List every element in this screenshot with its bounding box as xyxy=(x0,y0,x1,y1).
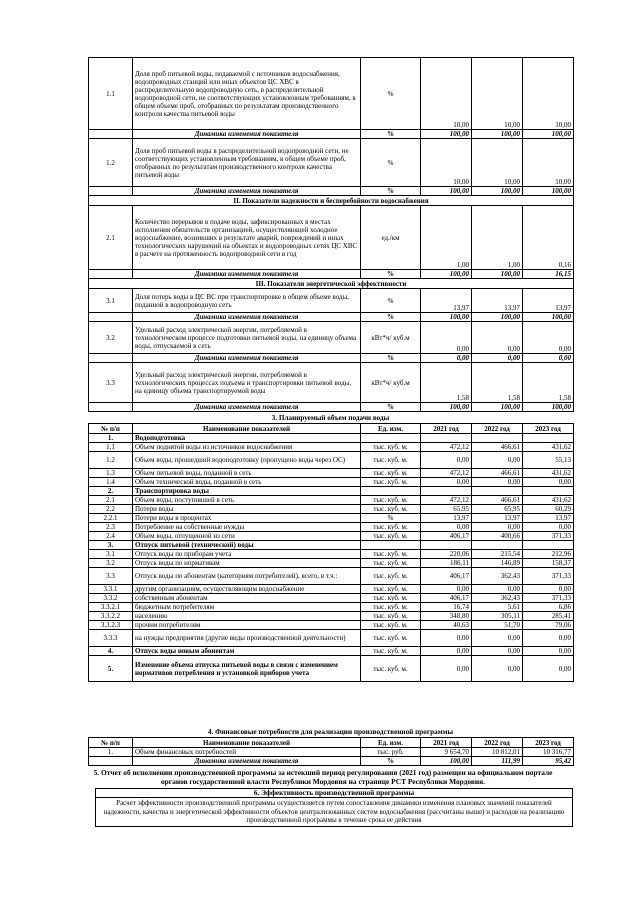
table-row xyxy=(89,478,574,487)
row-name: Отпуск воды по нормативам xyxy=(133,559,361,568)
row-value-2021: 100,00 xyxy=(421,270,472,279)
row-value-2023: 0,00 xyxy=(523,523,574,532)
row-value-2022: 305,11 xyxy=(472,612,523,621)
row-number xyxy=(89,403,133,412)
row-value-2022: 146,89 xyxy=(472,559,523,568)
row-value-2023: 55,13 xyxy=(523,452,574,469)
row-value-2022: 13,97 xyxy=(472,289,523,313)
table-row xyxy=(89,612,574,621)
row-number: 1.1 xyxy=(89,58,133,130)
dynamics-row xyxy=(89,354,574,363)
row-value-2021: 0,00 xyxy=(421,647,472,656)
row-number: 3.1 xyxy=(89,289,133,313)
row-number: 3.3.3 xyxy=(89,630,133,647)
row-value-2022: 0,00 xyxy=(472,452,523,469)
row-number: 1. xyxy=(89,434,133,443)
row-unit: % xyxy=(361,354,421,363)
column-header: 2022 год xyxy=(472,738,523,748)
table-row xyxy=(89,289,574,313)
table-row xyxy=(89,656,574,682)
row-value-2021: 472,12 xyxy=(421,443,472,452)
column-header: Ед. изм. xyxy=(361,738,421,748)
row-value-2022: 0,00 xyxy=(472,322,523,354)
row-unit: % xyxy=(361,58,421,130)
row-value-2023: 95,42 xyxy=(523,757,574,766)
row-name: Транспортировка воды xyxy=(133,487,361,496)
section-row xyxy=(89,196,574,206)
row-value-2023 xyxy=(523,434,574,443)
row-unit: тыс. куб. м. xyxy=(361,452,421,469)
table-row xyxy=(89,585,574,594)
row-unit: тыс. куб. м. xyxy=(361,559,421,568)
efficiency-title: 6. Эффективность производственной программы xyxy=(95,788,573,797)
row-number xyxy=(89,313,133,322)
row-value-2022 xyxy=(472,487,523,496)
row-name: прочим потребителям xyxy=(133,621,361,630)
row-value-2022: 5,61 xyxy=(472,603,523,612)
row-unit: тыс. куб. м. xyxy=(361,612,421,621)
row-unit: тыс. куб. м. xyxy=(361,443,421,452)
table-row xyxy=(89,322,574,354)
row-number: 2.4 xyxy=(89,532,133,541)
table-row xyxy=(89,443,574,452)
row-value-2023: 6,86 xyxy=(523,603,574,612)
row-unit: тыс. куб. м. xyxy=(361,550,421,559)
row-unit: % xyxy=(361,187,421,196)
row-number: 1.2 xyxy=(89,139,133,187)
dynamics-row xyxy=(89,403,574,412)
row-number: 2.3 xyxy=(89,523,133,532)
row-unit: % xyxy=(361,289,421,313)
row-value-2023 xyxy=(523,487,574,496)
row-number xyxy=(89,354,133,363)
row-name: Динамика изменения показателя xyxy=(133,313,361,322)
row-number: 1.1 xyxy=(89,443,133,452)
indicators-table xyxy=(88,57,574,412)
row-unit xyxy=(361,541,421,550)
row-value-2021 xyxy=(421,487,472,496)
row-value-2023: 0,00 xyxy=(523,478,574,487)
row-value-2023: 60,29 xyxy=(523,505,574,514)
dynamics-row xyxy=(89,187,574,196)
row-value-2023: 10 316,77 xyxy=(523,748,574,757)
row-number: 3.3.1 xyxy=(89,585,133,594)
row-value-2023: 100,00 xyxy=(523,313,574,322)
row-value-2021: 472,12 xyxy=(421,496,472,505)
row-unit: тыс. куб. м. xyxy=(361,656,421,682)
dynamics-row xyxy=(89,130,574,139)
report-note: 5. Отчет об исполнении производственной программы за истекший период регулирования (2021 год) размещен на официальном портале органов государственной власти Республики Мордовия на странице РСТ Республики Мордовия. xyxy=(93,768,553,786)
row-number: 3.3.2.2 xyxy=(89,612,133,621)
table-row xyxy=(89,206,574,270)
row-unit: тыс. куб. м. xyxy=(361,594,421,603)
row-value-2022: 100,00 xyxy=(472,130,523,139)
row-value-2021: 9 654,70 xyxy=(421,748,472,757)
row-name: на нужды предприятия (другие виды производственной деятельности) xyxy=(133,630,361,647)
row-name: Водоподготовка xyxy=(133,434,361,443)
row-value-2022: 0,00 xyxy=(472,630,523,647)
row-name: собственным абонентам xyxy=(133,594,361,603)
table-row xyxy=(89,505,574,514)
row-value-2022: 215,54 xyxy=(472,550,523,559)
row-name: Динамика изменения показателя xyxy=(133,403,361,412)
row-unit: тыс. куб. м. xyxy=(361,496,421,505)
volume-table xyxy=(88,423,574,682)
row-value-2021: 348,80 xyxy=(421,612,472,621)
row-unit: тыс. куб. м. xyxy=(361,478,421,487)
table-row xyxy=(89,514,574,523)
row-value-2022: 466,61 xyxy=(472,496,523,505)
row-value-2023: 0,00 xyxy=(523,322,574,354)
row-value-2021: 100,00 xyxy=(421,403,472,412)
row-value-2023: 100,00 xyxy=(523,130,574,139)
row-number: 1.2 xyxy=(89,452,133,469)
row-unit: % xyxy=(361,514,421,523)
row-value-2022: 10,00 xyxy=(472,139,523,187)
row-value-2022: 13,97 xyxy=(472,514,523,523)
column-header: 2021 год xyxy=(421,738,472,748)
row-name: Удельный расход электрической энергии, потребляемой в технологическом процессе подготовки питьевой воды, на единицу объема воды, отпускаемой в сеть xyxy=(133,322,361,354)
row-name: Динамика изменения показателя xyxy=(133,354,361,363)
row-value-2021: 0,00 xyxy=(421,354,472,363)
row-name: Потери воды в процентах xyxy=(133,514,361,523)
row-value-2022: 100,00 xyxy=(472,187,523,196)
row-value-2022: 100,00 xyxy=(472,313,523,322)
row-value-2023: 100,00 xyxy=(523,403,574,412)
row-name: Объем воды, поступившей в сеть xyxy=(133,496,361,505)
row-name: Объем поднятой воды из источников водоснабжения xyxy=(133,443,361,452)
column-header: № п/п xyxy=(89,738,133,748)
row-name: Отпуск воды по приборам учета xyxy=(133,550,361,559)
row-unit xyxy=(361,487,421,496)
row-value-2021: 406,17 xyxy=(421,594,472,603)
row-unit: % xyxy=(361,757,421,766)
row-value-2022: 10 812,01 xyxy=(472,748,523,757)
row-name: Доля проб питьевой воды в распределительной водопроводной сети, не соответствующих установленным требованиям, в общем объеме проб, отобранных по результатам производственного контроля качества питьевой воды xyxy=(133,139,361,187)
row-value-2021: 13,97 xyxy=(421,514,472,523)
row-number: 3.2 xyxy=(89,559,133,568)
row-value-2023: 16,15 xyxy=(523,270,574,279)
table-row xyxy=(89,603,574,612)
row-number: 3.1 xyxy=(89,550,133,559)
row-value-2022: 362,43 xyxy=(472,568,523,585)
row-unit: тыс. куб. м. xyxy=(361,568,421,585)
row-value-2021 xyxy=(421,541,472,550)
row-value-2023: 0,00 xyxy=(523,647,574,656)
column-header: 2022 год xyxy=(472,424,523,434)
column-header: № п/п xyxy=(89,424,133,434)
row-value-2023: 1,58 xyxy=(523,363,574,403)
row-number: 3. xyxy=(89,541,133,550)
row-value-2021: 100,00 xyxy=(421,757,472,766)
row-unit: тыс. куб. м. xyxy=(361,621,421,630)
row-name: Отпуск воды по абонентам (категориям потребителей), всего, в т.ч.: xyxy=(133,568,361,585)
row-value-2023 xyxy=(523,541,574,550)
row-unit: тыс. куб. м. xyxy=(361,603,421,612)
row-value-2023: 0,00 xyxy=(523,354,574,363)
row-number xyxy=(89,270,133,279)
row-value-2023: 431,62 xyxy=(523,496,574,505)
row-name: Потребление на собственные нужды xyxy=(133,523,361,532)
row-value-2022: 100,00 xyxy=(472,270,523,279)
row-number: 3.3 xyxy=(89,363,133,403)
row-name: Удельный расход электрической энергии, потребляемой в технологических процессах подъема и транспортировки питьевой воды, на единицу объема транспортируемой воды xyxy=(133,363,361,403)
table-row xyxy=(89,363,574,403)
table-row xyxy=(89,139,574,187)
row-value-2021: 0,00 xyxy=(421,322,472,354)
table-row xyxy=(89,487,574,496)
row-number: 3.2 xyxy=(89,322,133,354)
column-header: Наименование показателей xyxy=(133,738,361,748)
table-row xyxy=(89,58,574,130)
row-number: 3.3.2 xyxy=(89,594,133,603)
header-row xyxy=(89,424,574,434)
row-unit: кВт*ч/ куб.м xyxy=(361,322,421,354)
row-value-2022 xyxy=(472,541,523,550)
row-value-2023: 0,00 xyxy=(523,630,574,647)
row-value-2023: 431,62 xyxy=(523,443,574,452)
row-value-2023: 158,37 xyxy=(523,559,574,568)
row-value-2023: 0,00 xyxy=(523,656,574,682)
row-unit: тыс. руб. xyxy=(361,748,421,757)
row-value-2021: 0,00 xyxy=(421,523,472,532)
row-name: Динамика изменения показателя xyxy=(133,270,361,279)
row-value-2022: 51,70 xyxy=(472,621,523,630)
row-value-2021: 40,63 xyxy=(421,621,472,630)
row-unit: тыс. куб. м. xyxy=(361,647,421,656)
table-row xyxy=(89,621,574,630)
row-name: Объем воды, отпущенной из сети xyxy=(133,532,361,541)
table-row xyxy=(89,748,574,757)
row-value-2022: 1,58 xyxy=(472,363,523,403)
efficiency-text: Расчет эффективности производственной программы осуществляется путем сопоставления динамики изменения плановых значений показателей надежности, качества и энергетической эффективности объектов централизованных систем водоснабжения (рассчитаны выше) и расходов на реализацию производственной программы в течение срока ее действия xyxy=(95,797,573,827)
row-unit: тыс. куб. м. xyxy=(361,585,421,594)
row-name: Доля проб питьевой воды, подаваемой с источников водоснабжения, водопроводных станций или иных объектов ЦС ХВС в распределительную водопроводную сеть, в распределительной водопроводной сети, не соответствующих установленным требованиям, в общем объеме проб, отобранных по результатам производственного контроля качества питьевой воды xyxy=(133,58,361,130)
row-value-2021: 406,17 xyxy=(421,568,472,585)
row-value-2023: 212,96 xyxy=(523,550,574,559)
column-header: Наименование показателей xyxy=(133,424,361,434)
row-value-2023: 100,00 xyxy=(523,187,574,196)
row-unit: тыс. куб. м. xyxy=(361,505,421,514)
row-unit: ед./км xyxy=(361,206,421,270)
row-number: 2.1 xyxy=(89,206,133,270)
row-value-2022: 100,00 xyxy=(472,403,523,412)
row-name: Потери воды xyxy=(133,505,361,514)
row-value-2021: 0,00 xyxy=(421,630,472,647)
row-value-2023: 371,33 xyxy=(523,568,574,585)
row-value-2022: 111,99 xyxy=(472,757,523,766)
row-value-2021: 1,58 xyxy=(421,363,472,403)
dynamics-row xyxy=(89,270,574,279)
row-number: 2.1 xyxy=(89,496,133,505)
column-header: 2023 год xyxy=(523,738,574,748)
row-value-2021: 0,00 xyxy=(421,585,472,594)
row-unit: % xyxy=(361,403,421,412)
row-value-2023: 371,33 xyxy=(523,594,574,603)
row-value-2021: 100,00 xyxy=(421,130,472,139)
row-value-2023: 431,62 xyxy=(523,469,574,478)
volume-title: 3. Планируемый объем подачи воды xyxy=(271,414,390,422)
row-unit: тыс. куб. м. xyxy=(361,523,421,532)
row-value-2021: 406,17 xyxy=(421,532,472,541)
row-value-2021: 65,95 xyxy=(421,505,472,514)
row-number xyxy=(89,757,133,766)
table-row xyxy=(89,550,574,559)
row-value-2021: 186,11 xyxy=(421,559,472,568)
row-value-2023: 0,16 xyxy=(523,206,574,270)
row-name: Объем питьевой воды, поданной в сеть xyxy=(133,469,361,478)
row-value-2022: 0,00 xyxy=(472,656,523,682)
row-value-2021: 10,00 xyxy=(421,139,472,187)
table-row xyxy=(89,532,574,541)
row-unit: % xyxy=(361,139,421,187)
row-unit: кВт*ч/ куб.м xyxy=(361,363,421,403)
row-value-2022: 362,43 xyxy=(472,594,523,603)
row-number xyxy=(89,187,133,196)
row-value-2022: 466,61 xyxy=(472,443,523,452)
row-value-2023: 13,97 xyxy=(523,514,574,523)
row-name: другим организациям, осуществляющим водоснабжение xyxy=(133,585,361,594)
table-row xyxy=(89,541,574,550)
table-row xyxy=(89,523,574,532)
row-name: населению xyxy=(133,612,361,621)
row-name: Отпуск питьевой (технической) воды xyxy=(133,541,361,550)
finance-title: 4. Финансовые потребности для реализации производственной программы xyxy=(207,728,454,736)
dynamics-row xyxy=(89,757,574,766)
row-value-2023: 79,06 xyxy=(523,621,574,630)
row-value-2022: 400,66 xyxy=(472,532,523,541)
row-name: Объем воды, прошедший водоподготовку (пропущено воды через ОС) xyxy=(133,452,361,469)
row-value-2021: 10,00 xyxy=(421,58,472,130)
row-value-2023: 371,33 xyxy=(523,532,574,541)
row-number: 2.2.1 xyxy=(89,514,133,523)
row-number: 4. xyxy=(89,647,133,656)
row-number: 1.3 xyxy=(89,469,133,478)
row-value-2023: 10,00 xyxy=(523,58,574,130)
row-name: Объем технической воды, поданной в сеть xyxy=(133,478,361,487)
row-value-2022: 0,00 xyxy=(472,523,523,532)
row-value-2021: 472,12 xyxy=(421,469,472,478)
row-number xyxy=(89,130,133,139)
row-value-2021: 13,97 xyxy=(421,289,472,313)
row-name: Динамика изменения показателя xyxy=(133,757,361,766)
section-title: III. Показатели энергетической эффективности xyxy=(89,279,574,289)
row-value-2021: 100,00 xyxy=(421,187,472,196)
row-number: 1. xyxy=(89,748,133,757)
row-number: 3.3.2.1 xyxy=(89,603,133,612)
row-unit: % xyxy=(361,130,421,139)
table-row xyxy=(89,568,574,585)
column-header: 2021 год xyxy=(421,424,472,434)
row-number: 5. xyxy=(89,656,133,682)
row-value-2021: 220,06 xyxy=(421,550,472,559)
table-row xyxy=(89,559,574,568)
row-name: Объем финансовых потребностей xyxy=(133,748,361,757)
row-name: Отпуск воды новым абонентам xyxy=(133,647,361,656)
row-name: Изменение объема отпуска питьевой воды в связи с изменением нормативов потребления и установкой приборов учета xyxy=(133,656,361,682)
row-number: 1.4 xyxy=(89,478,133,487)
table-row xyxy=(89,496,574,505)
column-header: 2023 год xyxy=(523,424,574,434)
row-value-2023: 285,41 xyxy=(523,612,574,621)
row-value-2022 xyxy=(472,434,523,443)
row-unit: % xyxy=(361,270,421,279)
row-value-2021: 0,00 xyxy=(421,452,472,469)
row-number: 2. xyxy=(89,487,133,496)
row-name: Динамика изменения показателя xyxy=(133,187,361,196)
row-value-2022: 1,00 xyxy=(472,206,523,270)
row-value-2022: 466,61 xyxy=(472,469,523,478)
row-unit: тыс. куб. м. xyxy=(361,469,421,478)
header-row xyxy=(89,738,574,748)
row-value-2022: 0,00 xyxy=(472,647,523,656)
row-number: 3.3 xyxy=(89,568,133,585)
row-unit: тыс. куб. м. xyxy=(361,532,421,541)
row-value-2021: 0,00 xyxy=(421,656,472,682)
dynamics-row xyxy=(89,313,574,322)
table-row xyxy=(89,594,574,603)
row-unit xyxy=(361,434,421,443)
table-row xyxy=(89,452,574,469)
row-value-2021 xyxy=(421,434,472,443)
row-unit: % xyxy=(361,313,421,322)
table-row xyxy=(89,630,574,647)
finance-table xyxy=(88,737,574,766)
section-title: II. Показатели надежности и бесперебойности водоснабжения xyxy=(89,196,574,206)
row-value-2023: 10,00 xyxy=(523,139,574,187)
row-value-2022: 0,00 xyxy=(472,354,523,363)
section-row xyxy=(89,279,574,289)
row-value-2021: 0,00 xyxy=(421,478,472,487)
row-value-2023: 0,00 xyxy=(523,585,574,594)
row-value-2021: 1,00 xyxy=(421,206,472,270)
row-value-2022: 0,00 xyxy=(472,585,523,594)
row-value-2022: 10,00 xyxy=(472,58,523,130)
row-name: бюджетным потребителям xyxy=(133,603,361,612)
row-value-2021: 16,74 xyxy=(421,603,472,612)
table-row xyxy=(89,469,574,478)
row-value-2022: 65,95 xyxy=(472,505,523,514)
column-header: Ед. изм. xyxy=(361,424,421,434)
row-name: Динамика изменения показателя xyxy=(133,130,361,139)
row-value-2021: 100,00 xyxy=(421,313,472,322)
table-row xyxy=(89,647,574,656)
row-number: 3.3.2.3 xyxy=(89,621,133,630)
row-value-2023: 13,97 xyxy=(523,289,574,313)
row-name: Доля потерь воды в ЦС ВС при транспортировке в общем объеме воды, поданной в водопроводную сеть xyxy=(133,289,361,313)
row-unit: тыс. куб. м. xyxy=(361,630,421,647)
row-name: Количество перерывов в подаче воды, зафиксированных в местах исполнения обязательств организацией, осуществляющей холодное водоснабжение, возникших в результате аварий, повреждений и иных технологических нарушений на объектах и водопроводных сетях ЦС ХВС в расчете на протяженность водопроводной сети в год xyxy=(133,206,361,270)
row-value-2022: 0,00 xyxy=(472,478,523,487)
table-row xyxy=(89,434,574,443)
row-number: 2.2 xyxy=(89,505,133,514)
